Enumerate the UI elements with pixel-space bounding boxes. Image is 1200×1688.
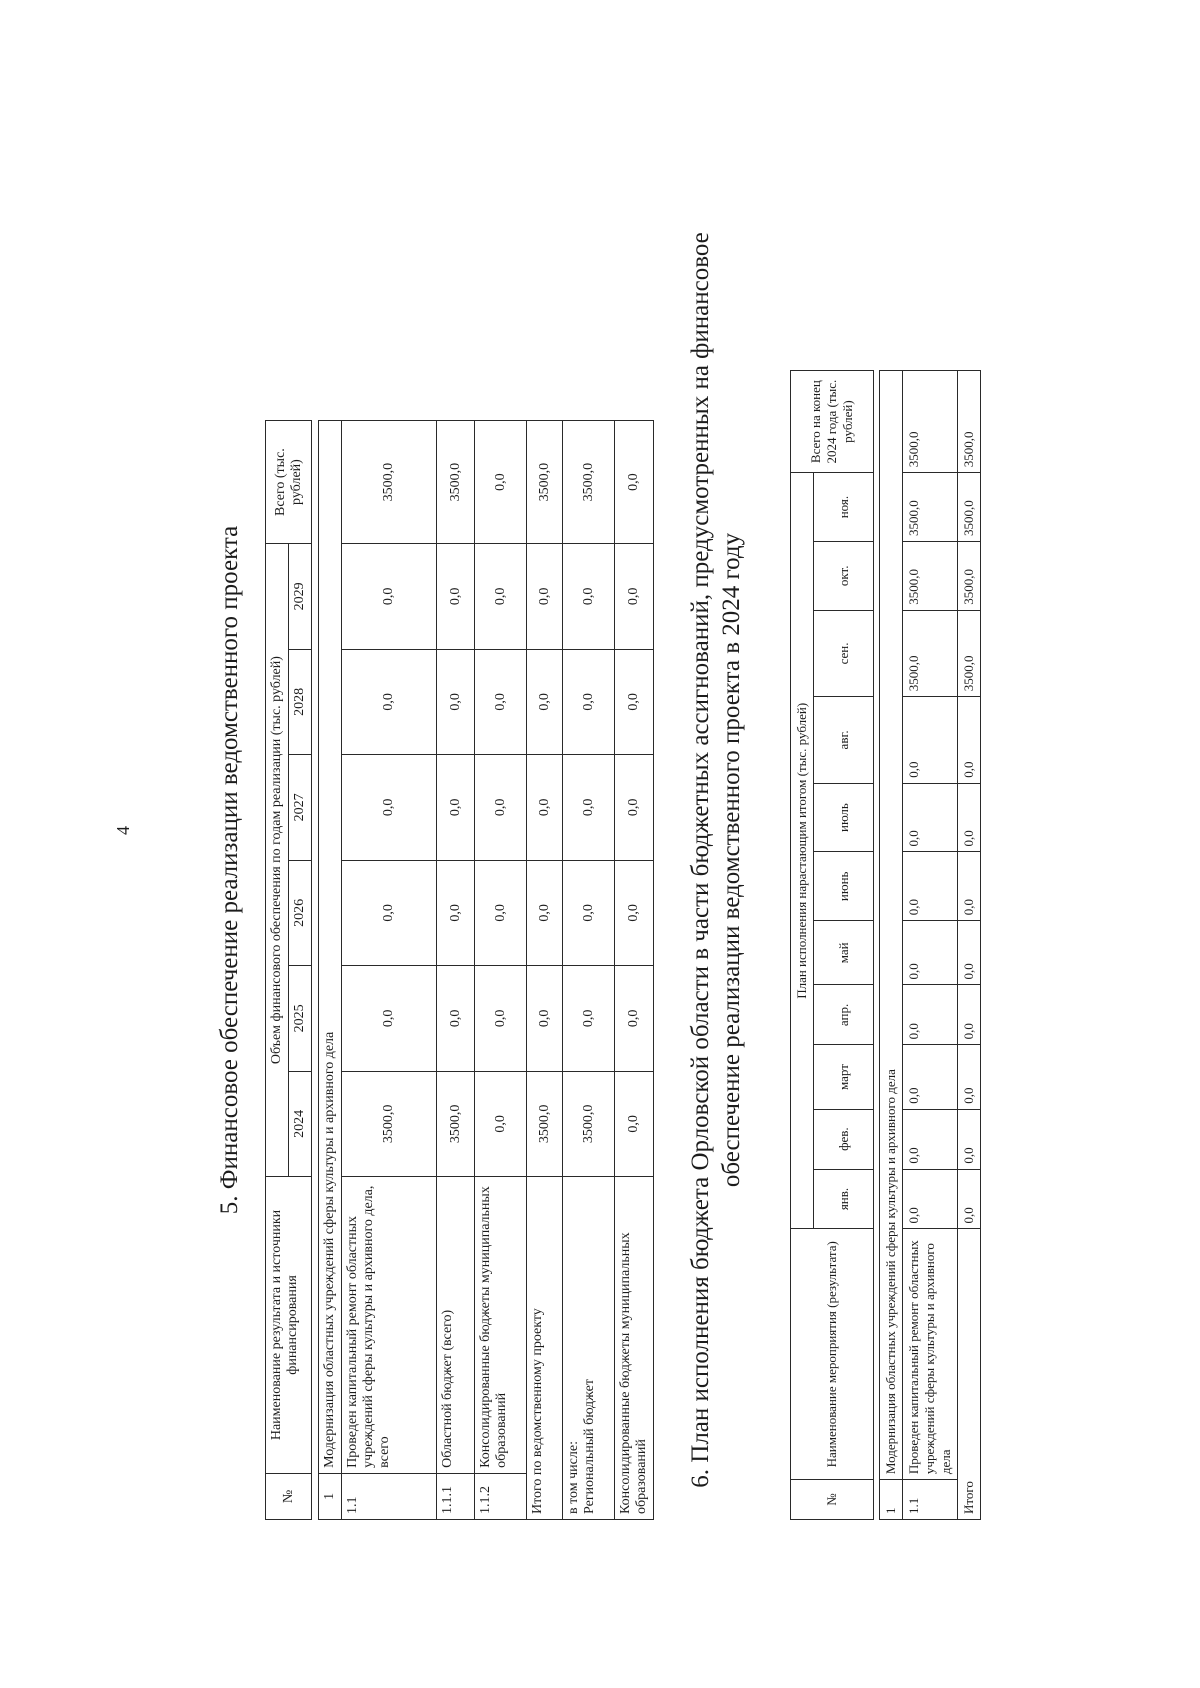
row-value: 0,0: [958, 852, 981, 921]
summary-row: [615, 421, 654, 1520]
table-header-row: [791, 371, 814, 1520]
header-month: ноя.: [814, 473, 874, 542]
row-num: 1.1.2: [475, 1473, 527, 1519]
row-value: 0,0: [563, 755, 615, 861]
header-month: июль: [814, 783, 874, 852]
row-value: 3500,0: [903, 473, 958, 542]
header-year: 2027: [289, 755, 312, 861]
header-total: Всего (тыс. рублей): [266, 421, 312, 544]
row-value: 0,0: [958, 921, 981, 985]
header-month: июнь: [814, 852, 874, 921]
row-value: 0,0: [615, 544, 654, 650]
summary-name-line1: в том числе:: [566, 1441, 581, 1514]
table-row: [903, 371, 958, 1520]
row-value: 0,0: [615, 860, 654, 966]
row-value: 0,0: [527, 544, 563, 650]
row-value: 3500,0: [903, 610, 958, 697]
section5-title: 5. Финансовое обеспечение реализации ведомственного проекта: [216, 525, 243, 1215]
row-value: 3500,0: [563, 1071, 615, 1177]
row-value: 0,0: [563, 544, 615, 650]
row-value: 0,0: [342, 966, 437, 1072]
row-value: 0,0: [342, 544, 437, 650]
row-value: 0,0: [958, 1109, 981, 1169]
section-name: Модернизация областных учреждений сферы культуры и архивного дела: [319, 421, 342, 1474]
header-name: Наименование результата и источники финансирования: [266, 1177, 312, 1474]
row-value: 0,0: [475, 966, 527, 1072]
row-value: 0,0: [342, 755, 437, 861]
row-total: 3500,0: [342, 421, 437, 544]
header-month: окт.: [814, 541, 874, 610]
row-value: 0,0: [475, 1071, 527, 1177]
row-value: 0,0: [342, 860, 437, 966]
header-year: 2026: [289, 860, 312, 966]
header-month: март: [814, 1045, 874, 1109]
row-value: 0,0: [903, 985, 958, 1045]
row-value: 0,0: [903, 921, 958, 985]
header-month: авг.: [814, 697, 874, 784]
header-year: 2029: [289, 544, 312, 650]
row-name: Проведен капитальный ремонт областных учреждений сферы культуры и архивного дела, всего: [342, 1177, 437, 1474]
header-year: 2025: [289, 966, 312, 1072]
row-value: 0,0: [903, 1045, 958, 1109]
row-value: 3500,0: [958, 541, 981, 610]
table-row: [475, 421, 527, 1520]
row-name: Консолидированные бюджеты муниципальных образований: [475, 1177, 527, 1474]
row-value: 3500,0: [342, 1071, 437, 1177]
row-value: 0,0: [615, 966, 654, 1072]
page-number: 4: [113, 826, 133, 835]
total-name: Итого: [958, 1229, 981, 1520]
row-value: 0,0: [958, 1045, 981, 1109]
table-row: [342, 421, 437, 1520]
row-total: 3500,0: [958, 371, 981, 473]
header-year: 2028: [289, 649, 312, 755]
row-total: 0,0: [475, 421, 527, 544]
row-value: 3500,0: [437, 1071, 475, 1177]
row-name: Областной бюджет (всего): [437, 1177, 475, 1474]
header-name: Наименование мероприятия (результата): [791, 1229, 874, 1480]
row-value: 0,0: [475, 544, 527, 650]
row-value: 3500,0: [958, 473, 981, 542]
row-value: 0,0: [527, 649, 563, 755]
row-total: 3500,0: [437, 421, 475, 544]
row-name: Проведен капитальный ремонт областных учреждений сферы культуры и архивного дела: [903, 1229, 958, 1480]
table-header-row: [266, 421, 289, 1520]
section-row: [880, 371, 903, 1520]
header-month: сен.: [814, 610, 874, 697]
row-value: 0,0: [437, 966, 475, 1072]
table-divider: [312, 421, 319, 1520]
row-value: 0,0: [437, 544, 475, 650]
row-value: 0,0: [903, 783, 958, 852]
row-value: 0,0: [903, 1109, 958, 1169]
row-value: 0,0: [475, 860, 527, 966]
row-value: 0,0: [437, 860, 475, 966]
row-value: 0,0: [342, 649, 437, 755]
section6-title-line2: обеспечение реализации ведомственного проекта в 2024 году: [718, 532, 745, 1188]
financing-table: [265, 420, 654, 1520]
row-value: 0,0: [903, 852, 958, 921]
summary-name: Итого по ведомственному проекту: [527, 1177, 563, 1520]
row-num: 1.1: [903, 1480, 958, 1520]
row-total: 3500,0: [903, 371, 958, 473]
summary-name-line2: Региональный бюджет: [582, 1379, 597, 1514]
summary-name: [563, 1177, 615, 1520]
header-month: апр.: [814, 985, 874, 1045]
header-num: №: [791, 1480, 874, 1520]
row-value: 0,0: [615, 1071, 654, 1177]
row-value: 0,0: [527, 966, 563, 1072]
header-total: Всего на конец 2024 года (тыс. рублей): [791, 371, 874, 473]
header-month: фев.: [814, 1109, 874, 1169]
row-value: 0,0: [437, 755, 475, 861]
row-value: 0,0: [475, 755, 527, 861]
row-value: 3500,0: [903, 541, 958, 610]
section-num: 1: [880, 1480, 903, 1520]
table-row: [437, 421, 475, 1520]
summary-row: [563, 421, 615, 1520]
rotated-page-content: [130, 120, 1090, 1590]
row-value: 3500,0: [527, 1071, 563, 1177]
budget-plan-table: [790, 370, 981, 1520]
row-value: 0,0: [903, 697, 958, 784]
header-year: 2024: [289, 1071, 312, 1177]
header-plan: План исполнения нарастающим итогом (тыс. рублей): [791, 473, 814, 1229]
row-value: 0,0: [958, 697, 981, 784]
total-row: [958, 371, 981, 1520]
section-num: 1: [319, 1473, 342, 1519]
row-value: 0,0: [563, 649, 615, 755]
row-value: 0,0: [615, 649, 654, 755]
row-value: 0,0: [903, 1169, 958, 1229]
header-month: янв.: [814, 1169, 874, 1229]
row-total: 3500,0: [563, 421, 615, 544]
row-value: 0,0: [958, 985, 981, 1045]
row-value: 0,0: [527, 860, 563, 966]
row-value: 0,0: [527, 755, 563, 861]
row-value: 3500,0: [958, 610, 981, 697]
section-row: [319, 421, 342, 1520]
row-value: 0,0: [475, 649, 527, 755]
section6-title: [685, 220, 747, 1500]
header-month: май: [814, 921, 874, 985]
row-value: 0,0: [958, 783, 981, 852]
row-value: 0,0: [563, 966, 615, 1072]
row-total: 0,0: [615, 421, 654, 544]
summary-row: [527, 421, 563, 1520]
header-num: №: [266, 1473, 312, 1519]
row-value: 0,0: [563, 860, 615, 966]
row-value: 0,0: [437, 649, 475, 755]
row-num: 1.1: [342, 1473, 437, 1519]
row-total: 3500,0: [527, 421, 563, 544]
summary-name: Консолидированные бюджеты муниципальных образований: [615, 1177, 654, 1520]
section-name: Модернизация областных учреждений сферы культуры и архивного дела: [880, 371, 903, 1480]
section6-title-line1: 6. План исполнения бюджета Орловской области в части бюджетных ассигнований, предусмотренных на финансовое: [687, 232, 714, 1488]
row-value: 0,0: [615, 755, 654, 861]
row-value: 0,0: [958, 1169, 981, 1229]
header-volume: Объем финансового обеспечения по годам реализации (тыс. рублей): [266, 544, 289, 1177]
row-num: 1.1.1: [437, 1473, 475, 1519]
